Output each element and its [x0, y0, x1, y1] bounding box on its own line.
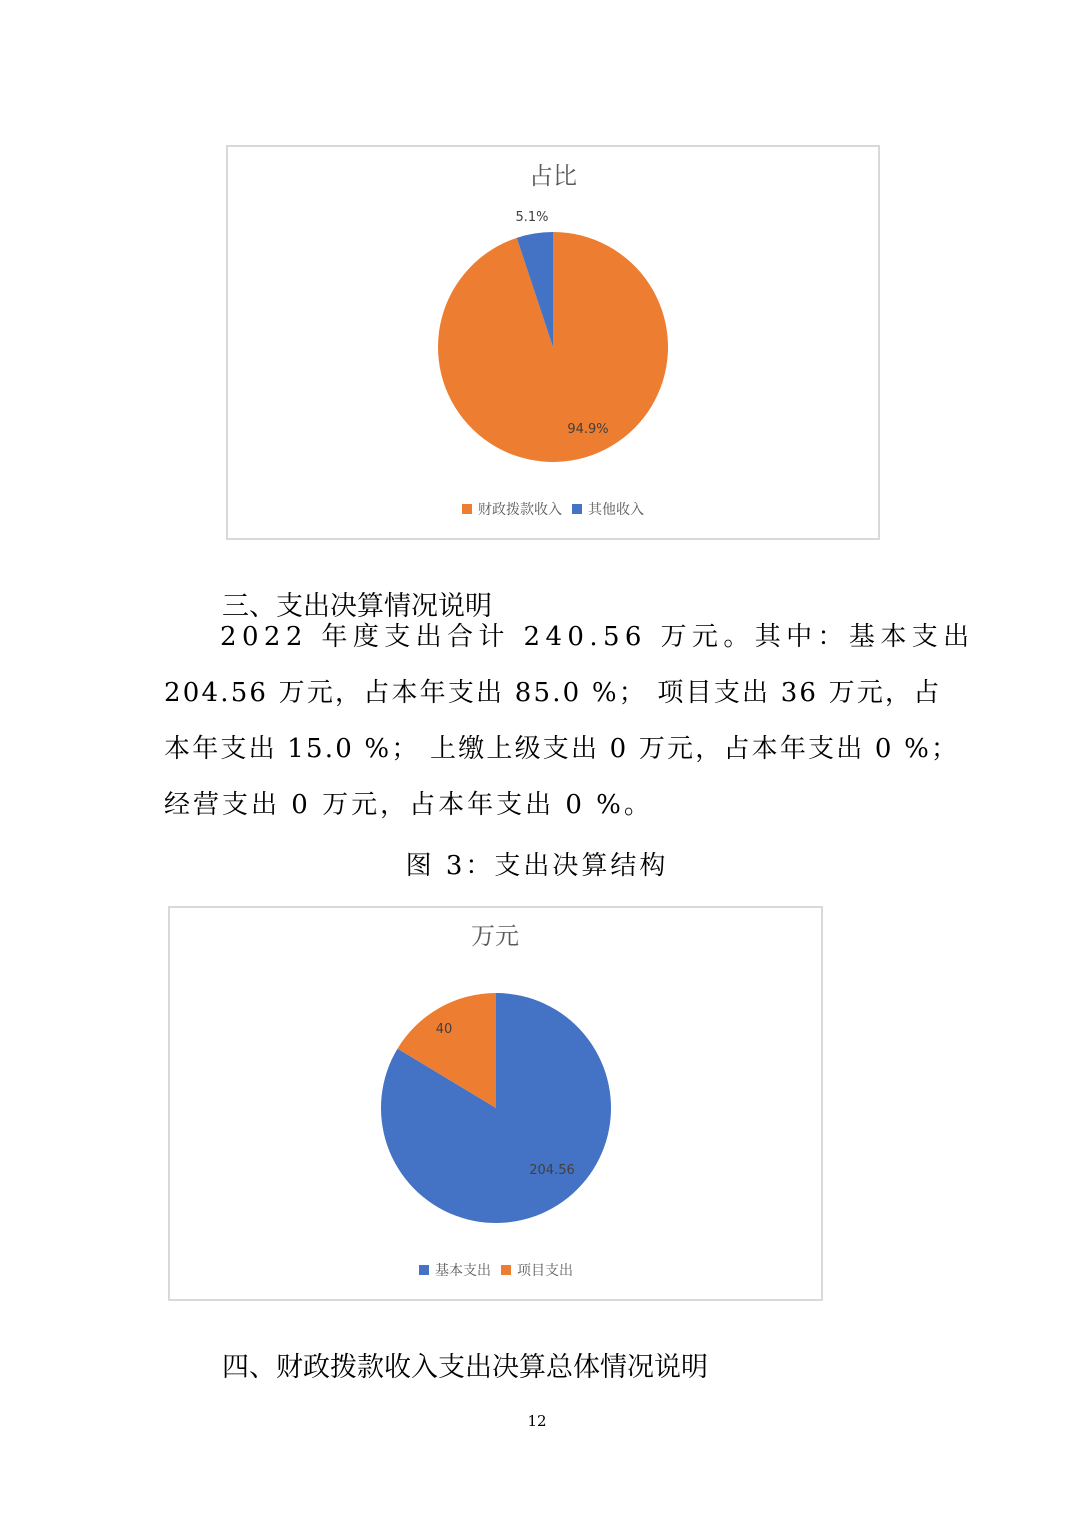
income-share-pie-chart — [226, 145, 880, 540]
page-number: 12 — [527, 1412, 547, 1430]
legend-swatch — [462, 504, 472, 514]
legend-label: 其他收入 — [588, 502, 644, 518]
income-pie-svg — [228, 147, 878, 538]
paragraph-line: 204.56 万元，占本年支出 85.0 %； 项目支出 36 万元，占 — [164, 678, 942, 708]
pie-slices — [438, 210, 668, 462]
legend-label: 项目支出 — [517, 1263, 573, 1279]
paragraph-line: 经营支出 0 万元，占本年支出 0 %。 — [164, 790, 653, 820]
data-label: 40 — [435, 1022, 453, 1037]
paragraph-line: 2022 年度支出合计 240.56 万元。其中：基本支出 — [220, 622, 975, 652]
legend-swatch — [572, 504, 582, 514]
figure-caption: 图 3：支出决算结构 — [405, 851, 669, 881]
expenditure-structure-pie-chart — [168, 906, 823, 1301]
legend-swatch — [501, 1265, 511, 1275]
legend-swatch — [419, 1265, 429, 1275]
legend-label: 财政拨款收入 — [478, 502, 562, 518]
data-label: 5.1% — [515, 210, 549, 225]
chart-title: 万元 — [471, 922, 519, 950]
section-heading-fiscal-appropriation: 四、财政拨款收入支出决算总体情况说明 — [222, 1352, 708, 1384]
pie-slices — [381, 993, 611, 1223]
expenditure-paragraph — [164, 609, 975, 833]
section-heading-expenditure: 三、支出决算情况说明 — [222, 591, 492, 623]
legend-label: 基本支出 — [435, 1263, 491, 1279]
data-label: 94.9% — [567, 422, 609, 437]
expenditure-pie-svg — [170, 908, 821, 1299]
chart-title: 占比 — [529, 162, 577, 190]
paragraph-line: 本年支出 15.0 %； 上缴上级支出 0 万元，占本年支出 0 %； — [164, 734, 960, 764]
legend — [462, 501, 644, 518]
data-label: 204.56 — [529, 1163, 575, 1178]
legend — [419, 1262, 573, 1279]
